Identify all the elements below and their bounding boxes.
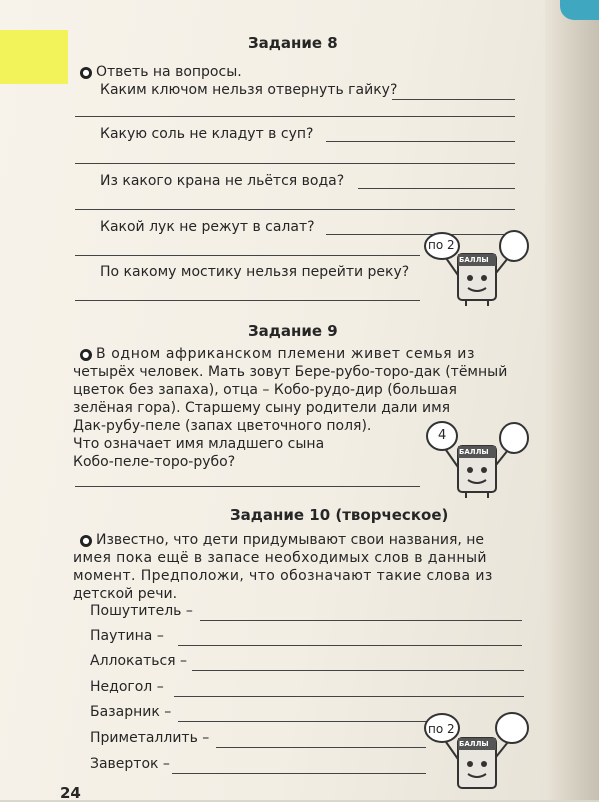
answer-line[interactable]	[216, 747, 426, 748]
task9-line-4: зелёная гора). Старшему сыну родители дали имя	[73, 400, 451, 416]
task9-line-6: Что означает имя младшего сына	[73, 436, 325, 452]
task9-line-7: Кобо-пеле-торо-рубо?	[73, 454, 236, 470]
task8-q4: Какой лук не режут в салат?	[100, 219, 315, 235]
answer-line[interactable]	[192, 670, 524, 671]
answer-line[interactable]	[178, 645, 522, 646]
task9-line-3: цветок без запаха), отца – Кобо-рудо-дир (большая	[73, 382, 457, 398]
word-7: Заверток –	[90, 756, 170, 772]
task8-q2: Какую соль не кладут в суп?	[100, 126, 314, 142]
word-4: Недогол –	[90, 679, 164, 695]
bullet-icon: ●	[80, 67, 92, 79]
badge-label: БАЛЛЫ	[459, 256, 489, 264]
yellow-tab	[0, 30, 68, 84]
badge-label: БАЛЛЫ	[459, 448, 489, 456]
task8-q1: Каким ключом нельзя отвернуть гайку?	[100, 82, 398, 98]
page-number: 24	[60, 784, 81, 802]
word-5: Базарник –	[90, 704, 172, 720]
task10-line-2: имея пока ещё в запасе необходимых слов в данный	[73, 550, 487, 566]
word-2: Паутина –	[90, 628, 164, 644]
score-label: по 2	[428, 722, 455, 736]
bullet-icon: ●	[80, 535, 92, 547]
task9-line-1: ● В одном африканском племени живет семья из	[80, 346, 475, 362]
task8-q3: Из какого крана не льётся вода?	[100, 173, 345, 189]
answer-line[interactable]	[174, 696, 524, 697]
answer-line[interactable]	[75, 116, 515, 117]
book-spine	[545, 0, 599, 800]
task8-title: Задание 8	[248, 34, 338, 52]
answer-line[interactable]	[326, 141, 515, 142]
answer-line[interactable]	[75, 163, 515, 164]
score-label: по 2	[428, 238, 455, 252]
task9-line-2: четырёх человек. Мать зовут Бере-рубо-торо-дак (тёмный	[73, 364, 508, 380]
answer-line[interactable]	[358, 188, 515, 189]
task8-q5: По какому мостику нельзя перейти реку?	[100, 264, 410, 280]
answer-line[interactable]	[392, 99, 515, 100]
word-1: Пошутитель –	[90, 603, 193, 619]
score-label: 4	[438, 428, 447, 443]
task9-line-5: Дак-рубу-пеле (запах цветочного поля).	[73, 418, 372, 434]
corner-decoration	[560, 0, 599, 20]
task8-intro: ● Ответь на вопросы.	[80, 64, 242, 80]
badge-label: БАЛЛЫ	[459, 740, 489, 748]
task9-title: Задание 9	[248, 322, 338, 340]
word-6: Приметаллить –	[90, 730, 210, 746]
answer-line[interactable]	[75, 300, 420, 301]
answer-line[interactable]	[172, 773, 426, 774]
bullet-icon: ●	[80, 349, 92, 361]
answer-line[interactable]	[200, 620, 522, 621]
answer-line[interactable]	[178, 721, 426, 722]
score-mascot-task9	[420, 420, 530, 500]
task10-line-3: момент. Предположи, что обозначают такие слова из	[73, 568, 493, 584]
answer-line[interactable]	[75, 486, 420, 487]
task10-line-4: детской речи.	[73, 586, 178, 602]
task10-line-1: ● Известно, что дети придумывают свои названия, не	[80, 532, 484, 548]
answer-line[interactable]	[75, 255, 420, 256]
task10-title: Задание 10 (творческое)	[230, 506, 449, 524]
word-3: Аллокаться –	[90, 653, 188, 669]
answer-line[interactable]	[75, 209, 515, 210]
